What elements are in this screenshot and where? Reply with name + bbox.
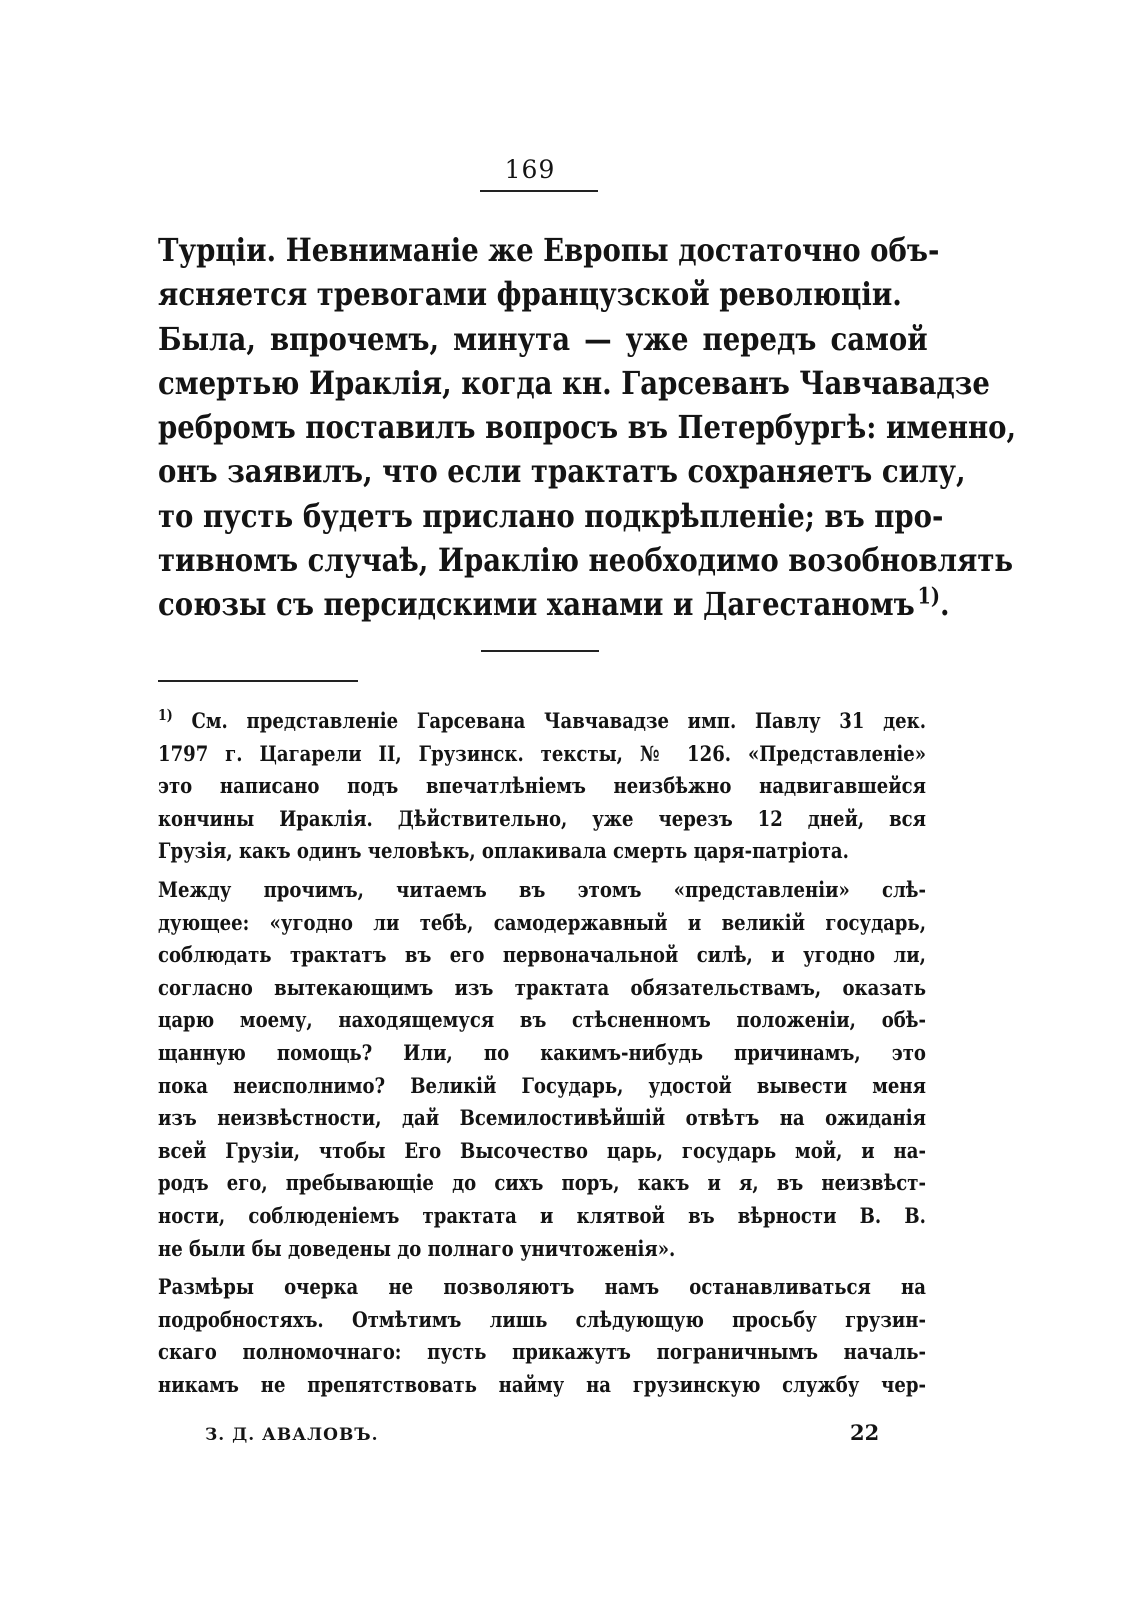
footnote-paragraph-2 [158, 874, 926, 1265]
sheet-number: 22 [850, 1420, 880, 1445]
main-text [158, 228, 1017, 627]
section-end-rule [481, 650, 599, 652]
footnote-line: родъ его, пребывающіе до сихъ поръ, какъ и я, въ неизвѣст- [158, 1170, 926, 1196]
footnote-line: 1797 г. Цагарели II, Грузинск. тексты, № 126. «Представленіе» [158, 740, 926, 766]
footnotes [158, 705, 926, 1407]
footnote-line: См. представленіе Гарсевана Чавчавадзе имп. Павлу 31 дек. [191, 708, 926, 733]
footnote-line: всей Грузіи, чтобы Его Высочество царь, государь мой, и на- [158, 1137, 926, 1163]
footnote-line: щанную помощь? Или, по какимъ-нибудь причинамъ, это [158, 1039, 926, 1065]
text-line: тивномъ случаѣ, Ираклію необходимо возобновлять [158, 541, 1014, 580]
footnote-line: никамъ не препятствовать найму на грузинскую службу чер- [158, 1371, 926, 1397]
footnote-line: согласно вытекающимъ изъ трактата обязательствамъ, оказать [158, 974, 926, 1000]
text-line: ясняется тревогами французской революціи. [158, 275, 902, 314]
text-line: то пусть будетъ прислано подкрѣпленіе; въ про- [158, 496, 944, 535]
footnote-line: пока неисполнимо? Великій Государь, удостой вывести меня [158, 1072, 926, 1098]
sentence-end: . [940, 585, 950, 624]
footnote-paragraph-3 [158, 1271, 926, 1401]
footnote-line: дующее: «угодно ли тебѣ, самодержавный и великій государь, [158, 909, 926, 935]
footnote-line: кончины Ираклія. Дѣйствительно, уже черезъ 12 дней, вся [158, 805, 926, 831]
footnote-line: Между прочимъ, читаемъ въ этомъ «представленіи» слѣ- [158, 876, 926, 902]
footnote-line: царю моему, находящемуся въ стѣсненномъ положеніи, обѣ- [158, 1007, 926, 1033]
footnote-line: это написано подъ впечатлѣніемъ неизбѣжно надвигавшейся [158, 773, 926, 799]
footnote-separator [158, 680, 358, 682]
header-rule [480, 190, 598, 192]
page-number: 169 [504, 155, 556, 184]
text-line: онъ заявилъ, что если трактатъ сохраняетъ силу, [158, 452, 966, 491]
main-paragraph-1 [158, 228, 940, 317]
main-paragraph-2 [158, 317, 1017, 627]
footnote-line: изъ неизвѣстности, дай Всемилостивѣйшій отвѣтъ на ожиданія [158, 1105, 926, 1131]
footnote-line: подробностяхъ. Отмѣтимъ лишь слѣдующую просьбу грузин- [158, 1306, 926, 1332]
text-line: союзы съ персидскими ханами и Дагестаномъ [158, 585, 915, 624]
footnote-line: скаго полномочнаго: пусть прикажутъ пограничнымъ началь- [158, 1339, 926, 1365]
footnote-marker: 1) [158, 707, 173, 724]
footnote-paragraph-1 [158, 705, 926, 868]
signature-mark: З. Д. АВАЛОВЪ. [205, 1425, 379, 1445]
footnote-line: Размѣры очерка не позволяютъ намъ останавливаться на [158, 1274, 926, 1300]
footnote-line: соблюдать трактатъ въ его первоначальной силѣ, и угодно ли, [158, 942, 926, 968]
text-line: ребромъ поставилъ вопросъ въ Петербургѣ: именно, [158, 408, 1017, 447]
footnote-line: Грузія, какъ одинъ человѣкъ, оплакивала смерть царя-патріота. [158, 838, 849, 864]
text-line-with-footnote [158, 582, 950, 626]
footnote-reference: 1) [917, 583, 941, 610]
footnote-line: ности, соблюденіемъ трактата и клятвой въ вѣрности В. В. [158, 1202, 926, 1228]
text-line: смертью Ираклія, когда кн. Гарсеванъ Чавчавадзе [158, 363, 990, 402]
footnote-line-with-marker [158, 705, 926, 738]
footnote-line: не были бы доведены до полнаго уничтоженія». [158, 1235, 676, 1261]
text-line: Была, впрочемъ, минута — уже передъ самой [158, 319, 928, 358]
text-line: Турціи. Невниманіе же Европы достаточно объ- [158, 231, 940, 269]
